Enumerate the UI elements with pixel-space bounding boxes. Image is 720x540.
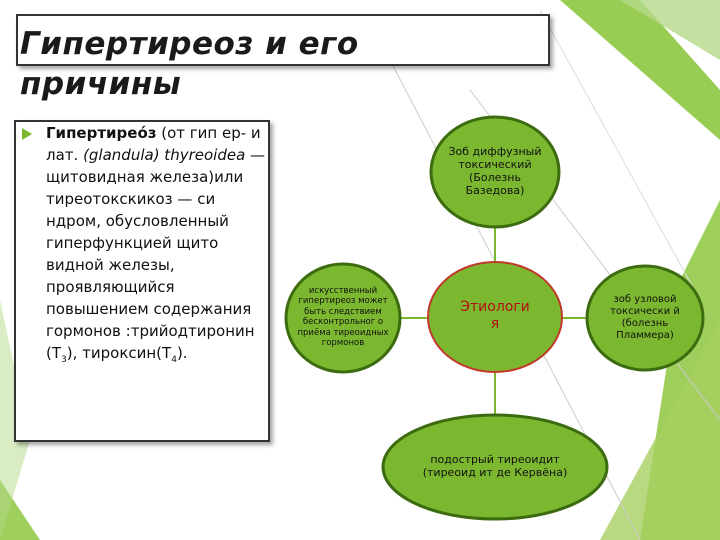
term: Гипертирео́з xyxy=(46,124,157,142)
definition-part-1: (от гип ер- и лат. xyxy=(46,124,261,164)
top-node-label: Зоб диффузный токсический (Болезнь Базедова) xyxy=(448,145,542,197)
definition-latin: (glandula) thyreoidea xyxy=(83,146,246,164)
definition-part-4: ). xyxy=(176,344,188,362)
title-line-2: причины xyxy=(20,66,182,102)
subscript-4: 4 xyxy=(171,355,177,365)
right-node-label: зоб узловой токсически й (болезнь Пламмера) xyxy=(610,294,680,341)
definition-part-2: — щитовидная железа)или тиреотокскикоз — си ндром, обусловленный гиперфункцией щито видной железы, проявляющийся повышением содержания гормонов :трийодтиронин (Т xyxy=(46,146,266,362)
bottom-node-label: подострый тиреоидит (тиреоид ит де Кервёна) xyxy=(422,453,568,479)
definition-part-3: ), тироксин(Т xyxy=(66,344,172,362)
subscript-3: 3 xyxy=(61,355,67,365)
title-line-1: Гипертиреоз и его xyxy=(20,26,359,62)
left-node-label: искусственный гипертиреоз может быть следствием бесконтрольног о приёма тиреоидных гормонов xyxy=(297,285,389,348)
center-node-label: Этиологи я xyxy=(460,299,530,332)
